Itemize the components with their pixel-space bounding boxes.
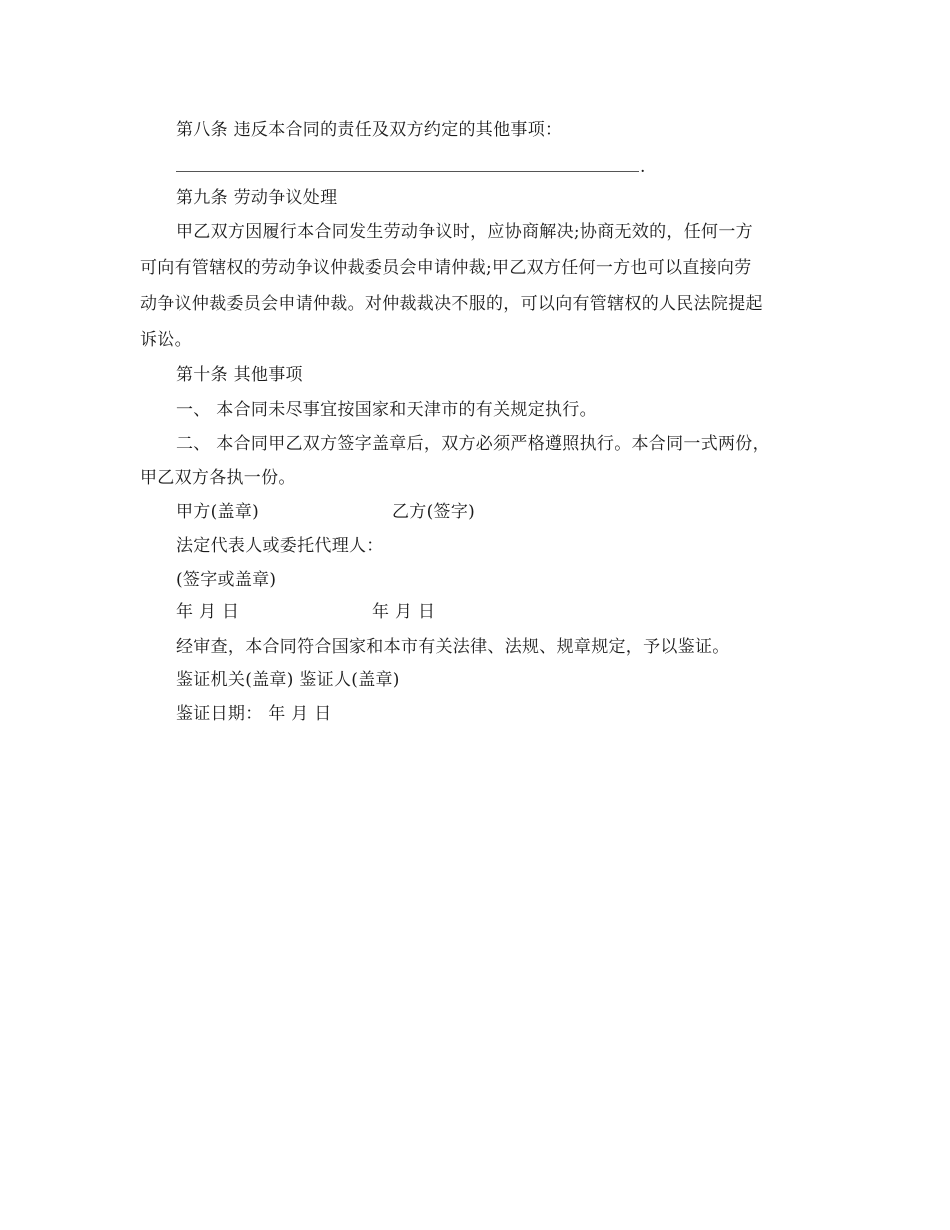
- verification-statement: 经审查，本合同符合国家和本市有关法律、法规、规章规定，予以鉴证。: [176, 637, 730, 657]
- article-9-paragraph-line-2: 可向有管辖权的劳动争议仲裁委员会申请仲裁;甲乙双方任何一方也可以直接向劳: [140, 258, 752, 278]
- party-b-date: 年 月 日: [372, 602, 436, 622]
- party-a-seal-label: 甲方(盖章): [176, 502, 260, 522]
- article-9-paragraph-line-4: 诉讼。: [140, 330, 192, 350]
- article-9-paragraph-line-3: 动争议仲裁委员会申请仲裁。对仲裁裁决不服的，可以向有管辖权的人民法院提起: [140, 294, 763, 314]
- verification-authority: 鉴证机关(盖章) 鉴证人(盖章): [176, 670, 400, 690]
- blank-period: .: [640, 157, 646, 177]
- article-9-paragraph-line-1: 甲乙双方因履行本合同发生劳动争议时，应协商解决;协商无效的，任何一方: [176, 222, 753, 242]
- verification-date: 鉴证日期： 年 月 日: [176, 704, 332, 724]
- fill-in-blank-line: [176, 171, 639, 172]
- article-10-item-1: 一、 本合同未尽事宜按国家和天津市的有关规定执行。: [176, 400, 597, 420]
- representative-label: 法定代表人或委托代理人：: [176, 536, 384, 556]
- sign-or-seal-label: (签字或盖章): [176, 570, 277, 590]
- article-10-item-2-line-1: 二、 本合同甲乙双方签字盖章后，双方必须严格遵照执行。本合同一式两份，: [176, 434, 770, 454]
- party-a-date: 年 月 日: [176, 602, 240, 622]
- article-8-heading: 第八条 违反本合同的责任及双方约定的其他事项：: [176, 120, 563, 140]
- article-10-heading: 第十条 其他事项: [176, 365, 303, 385]
- party-b-signature-label: 乙方(签字): [392, 502, 476, 522]
- article-9-heading: 第九条 劳动争议处理: [176, 188, 338, 208]
- article-10-item-2-line-2: 甲乙双方各执一份。: [140, 468, 296, 488]
